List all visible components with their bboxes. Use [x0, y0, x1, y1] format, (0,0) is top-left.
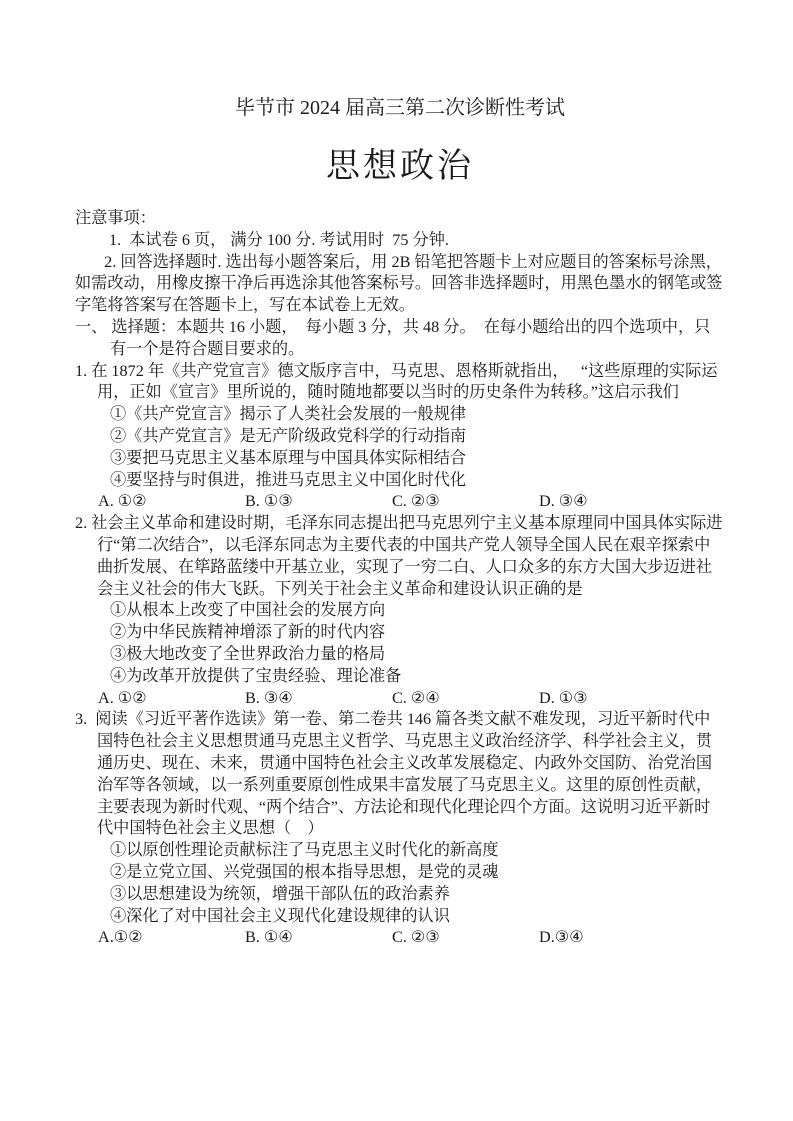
- option-item-2: ②为中华民族精神增添了新的时代内容: [110, 623, 386, 642]
- notice-heading: 注意事项：: [75, 209, 156, 227]
- question-1-stem: 1. 在 1872 年《共产党宣言》德文版序言中，马克思、恩格斯就指出， “这些原理的实际运用，正如《宣言》里所说的，随时随地都要以当时的历史条件为转移。”这启示我们: [75, 361, 718, 402]
- question-3-options: [75, 840, 725, 927]
- option-item-2: ②《共产党宣言》是无产阶级政党科学的行动指南: [110, 426, 467, 445]
- question-2-choices: [75, 688, 725, 710]
- question-3: [75, 709, 725, 949]
- choice-a: A.①②: [98, 928, 143, 947]
- exam-body: [75, 208, 725, 949]
- option-item-1: ①以原创性理论贡献标注了马克思主义时代化的新高度: [110, 841, 499, 860]
- choice-b: B. ①④: [245, 928, 293, 947]
- option-item-4: ④为改革开放提供了宝贵经验、理论准备: [110, 666, 402, 685]
- question-1-options: [75, 404, 725, 491]
- option-item-1: ①从根本上改变了中国社会的发展方向: [110, 601, 386, 620]
- notice-item-2: 2. 回答选择题时. 选出每小题答案后，用 2B 铅笔把答题卡上对应题目的答案标号涂黑，如需改动，用橡皮擦干净后再选涂其他答案标号。回答非选择题时，用黑色墨水的钢笔或签字笔将答案写在答题卡上，写在本试卷上无效。: [75, 252, 723, 315]
- choice-d: D. ③④: [539, 492, 588, 511]
- option-item-3: ③以思想建设为统领，增强干部队伍的政治素养: [110, 884, 450, 903]
- choice-d: D.③④: [539, 928, 584, 947]
- exam-header: [75, 96, 725, 187]
- question-1-choices: [75, 491, 725, 513]
- question-3-choices: [75, 927, 725, 949]
- section-heading: 一、 选择题：本题共 16 小题， 每小题 3 分，共 48 分。 在每小题给出的四个选项中，只有一个是符合题目要求的。: [75, 317, 711, 358]
- choice-d: D. ①③: [539, 688, 588, 707]
- question-2-stem: 2. 社会主义革命和建设时期，毛泽东同志提出把马克思列宁主义基本原理同中国具体实际进行“第二次结合”，以毛泽东同志为主要代表的中国共产党人领导全国人民在艰辛探索中曲折发展、在筚路蓝缕中开基立业，实现了一穷二白、人口众多的东方大国大步迈进社会主义社会的伟大飞跃。下列关于社会主义革命和建设认识正确的是: [75, 514, 723, 598]
- option-item-3: ③极大地改变了全世界政治力量的格局: [110, 644, 386, 663]
- exam-title: 思想政治: [326, 148, 474, 185]
- notice-item-1: 1. 本试卷 6 页， 满分 100 分. 考试用时 75 分钟.: [109, 230, 449, 249]
- choice-b: B. ③④: [245, 688, 293, 707]
- option-item-3: ③要把马克思主义基本原理与中国具体实际相结合: [110, 448, 467, 467]
- choice-b: B. ①③: [245, 492, 293, 511]
- question-1: [75, 361, 725, 514]
- question-2: [75, 513, 725, 709]
- choice-c: C. ②④: [392, 688, 440, 707]
- choice-a: A. ①②: [98, 688, 147, 707]
- option-item-4: ④要坚持与时俱进，推进马克思主义中国化时代化: [110, 470, 467, 489]
- choice-a: A. ①②: [98, 492, 147, 511]
- option-item-2: ②是立党立国、兴党强国的根本指导思想，是党的灵魂: [110, 862, 499, 881]
- question-3-stem: 3. 阅读《习近平著作选读》第一卷、第二卷共 146 篇各类文献不难发现，习近平新时代中国特色社会主义思想贯通马克思主义哲学、马克思主义政治经济学、科学社会主义，贯通历史、现在、未来，贯通中国特色社会主义改革发展稳定、内政外交国防、治党治国治军等各领域，以一系列重要原创性成果丰富发展了马克思主义。这里的原创性贡献，主要表现为新时代观、“两个结合”、方法论和现代化理论四个方面。这说明习近平新时代中国特色社会主义思想（ ）: [75, 710, 713, 838]
- choice-c: C. ②③: [392, 492, 440, 511]
- option-item-1: ①《共产党宣言》揭示了人类社会发展的一般规律: [110, 405, 467, 424]
- question-2-options: [75, 600, 725, 687]
- notice-section: [75, 208, 725, 317]
- option-item-4: ④深化了对中国社会主义现代化建设规律的认识: [110, 906, 450, 925]
- exam-subtitle: 毕节市 2024 届高三第二次诊断性考试: [235, 97, 565, 119]
- choice-c: C. ②③: [392, 928, 440, 947]
